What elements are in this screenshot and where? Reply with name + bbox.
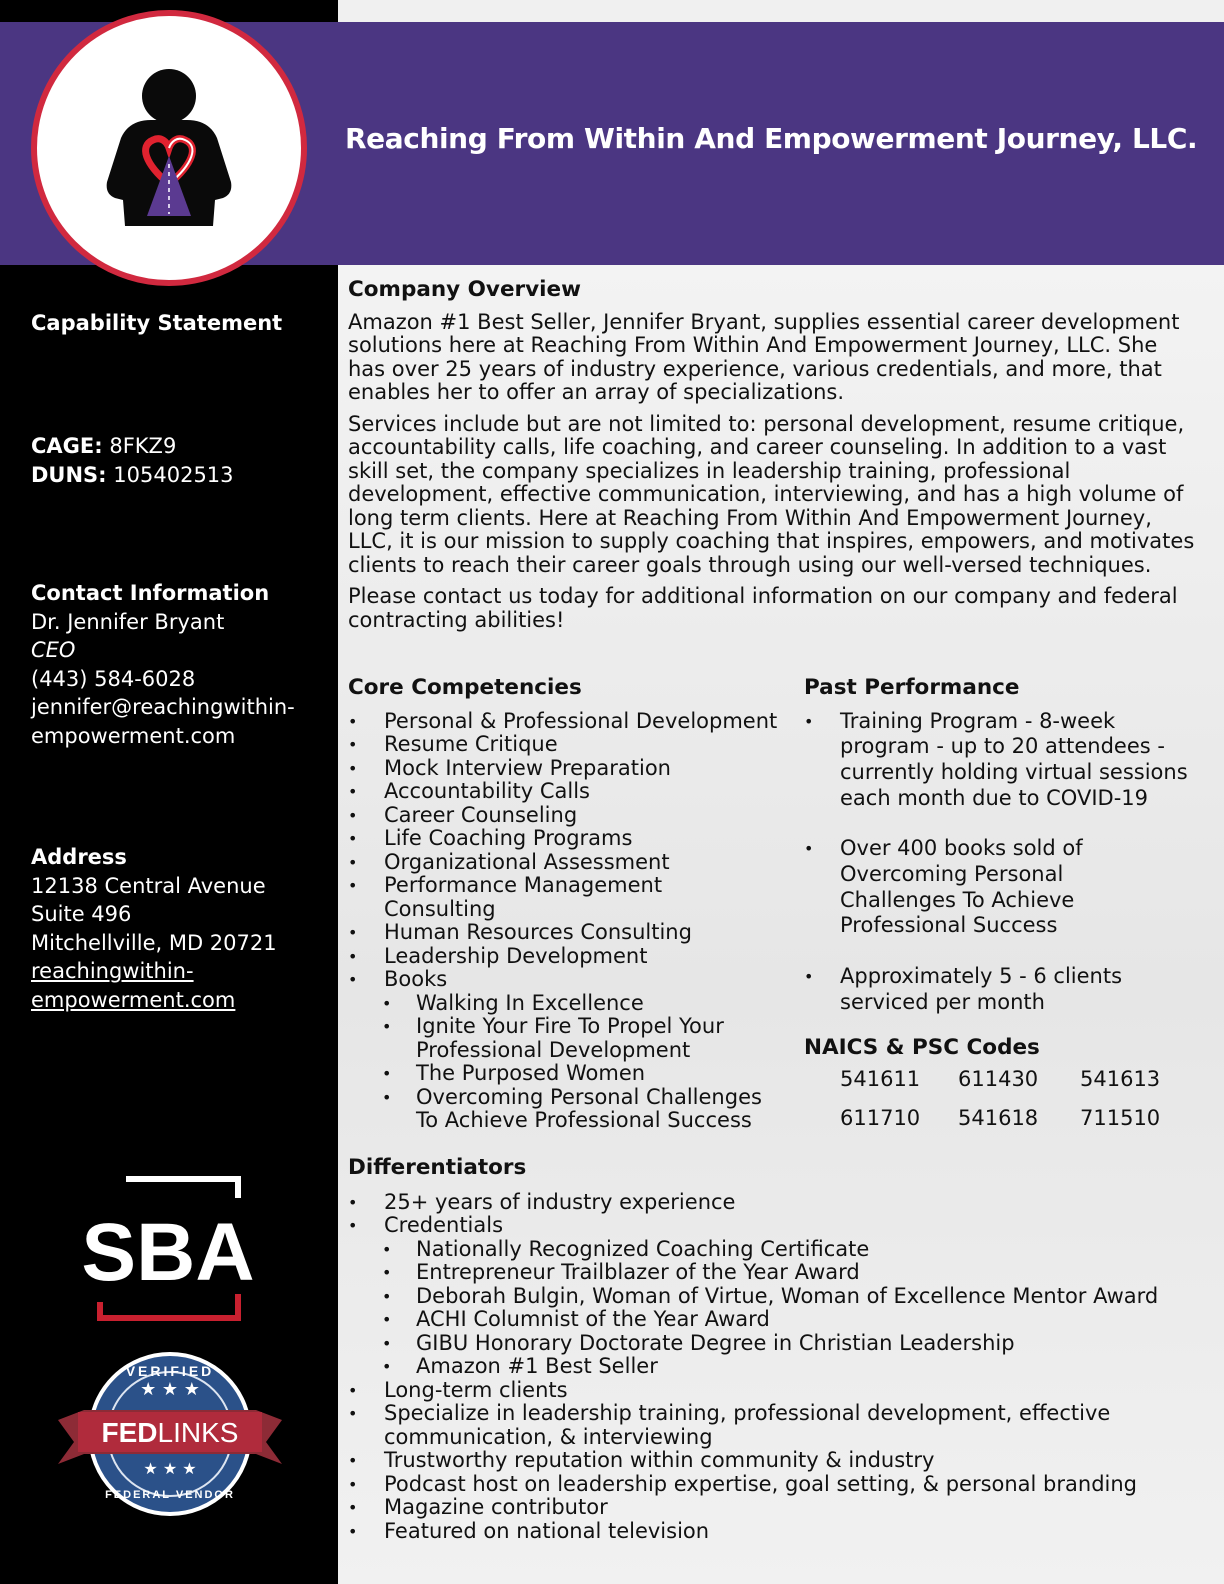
list-item: • Featured on national television (348, 1520, 1208, 1544)
address-block (31, 843, 277, 1014)
credentials-list (382, 1238, 1208, 1379)
company-overview (348, 278, 1198, 632)
company-logo (31, 10, 307, 286)
code-cell: 541618 (958, 1106, 1039, 1130)
fedlinks-bottom-text: FEDERAL VENDOR (105, 1489, 235, 1501)
duns-row (31, 461, 234, 490)
code-cell: 711510 (1080, 1106, 1161, 1130)
svg-text:FEDLINKS (102, 1417, 239, 1448)
list-item: • Magazine contributor (348, 1496, 1208, 1520)
address-line: Mitchellville, MD 20721 (31, 930, 277, 955)
list-item: • Resume Critique (348, 733, 793, 757)
competencies-list (348, 710, 793, 992)
codes-grid (840, 1068, 1204, 1131)
books-list (382, 992, 793, 1133)
credential-item: • Nationally Recognized Coaching Certificate (382, 1238, 1208, 1262)
contact-name: Dr. Jennifer Bryant (31, 609, 225, 634)
overview-paragraph: Amazon #1 Best Seller, Jennifer Bryant, supplies essential career development solutions here at Reaching From Within And Empowerment Journey, LLC. She has over 25 years of industry experience, various credentials, and more, that enables her to offer an array of specializations. (348, 309, 1180, 404)
list-item: • Leadership Development (348, 945, 793, 969)
stars-icon: ★ ★ ★ (143, 1459, 197, 1478)
credential-item: • ACHI Columnist of the Year Award (382, 1308, 1208, 1332)
fedlinks-light: LINKS (157, 1417, 239, 1448)
past-performance-list (804, 709, 1204, 1016)
list-item: • Human Resources Consulting (348, 921, 793, 945)
list-item: • Organizational Assessment (348, 851, 793, 875)
website-link-line1[interactable]: reachingwithin- (31, 959, 194, 983)
contact-title: CEO (31, 638, 76, 662)
website-link-line2[interactable]: empowerment.com (31, 987, 236, 1012)
list-item: • Performance Management Consulting (348, 874, 714, 921)
list-item: • Long-term clients (348, 1379, 1208, 1403)
cage-value: 8FKZ9 (109, 434, 177, 458)
competencies-heading: Core Competencies (348, 675, 582, 700)
list-item: • Podcast host on leadership expertise, goal setting, & personal branding (348, 1473, 1208, 1497)
sba-logo (72, 1176, 264, 1324)
differentiators-list (348, 1191, 1208, 1238)
contact-email-line2[interactable]: empowerment.com (31, 723, 236, 748)
past-performance-heading: Past Performance (804, 675, 1020, 700)
code-cell: 541613 (1080, 1066, 1161, 1091)
past-performance (804, 676, 1204, 1016)
list-item: • Credentials (348, 1214, 1208, 1238)
overview-heading: Company Overview (348, 277, 581, 302)
list-item: • Approximately 5 - 6 clients serviced per month (804, 964, 1150, 1015)
registration-block (31, 432, 234, 489)
top-strip (338, 0, 1224, 22)
cage-row (31, 432, 234, 461)
contact-phone[interactable]: (443) 584-6028 (31, 666, 196, 691)
list-item: • Training Program - 8-week program - up to 20 attendees - currently holding virtual sessions each month due to COVID-19 (804, 709, 1204, 812)
code-cell: 611430 (958, 1066, 1039, 1091)
differentiators (348, 1156, 1208, 1543)
credential-item: • Amazon #1 Best Seller (382, 1355, 1208, 1379)
duns-value: 105402513 (113, 462, 234, 487)
differentiators-list-more (348, 1379, 1208, 1544)
list-item: • Over 400 books sold of Overcoming Personal Challenges To Achieve Professional Success (804, 836, 1110, 939)
list-item: • Personal & Professional Development (348, 710, 793, 734)
person-heart-icon (37, 16, 301, 280)
list-item: • Trustworthy reputation within community & industry (348, 1449, 1208, 1473)
list-item: • Books (348, 968, 793, 992)
capability-title: Capability Statement (31, 311, 283, 335)
contact-email-line1[interactable]: jennifer@reachingwithin- (31, 695, 295, 719)
duns-label: DUNS: (31, 462, 107, 487)
book-item: • Walking In Excellence (382, 992, 793, 1016)
company-title: Reaching From Within And Empowerment Journey, LLC. (345, 122, 1198, 155)
list-item: • Mock Interview Preparation (348, 757, 793, 781)
address-line: 12138 Central Avenue (31, 873, 266, 898)
book-item: • Ignite Your Fire To Propel Your Professional Development (382, 1015, 756, 1062)
book-item: • Overcoming Personal Challenges To Achieve Professional Success (382, 1086, 786, 1133)
list-item: • Specialize in leadership training, professional development, effective communication, & interviewing (348, 1402, 1164, 1449)
address-line: Suite 496 (31, 902, 132, 926)
credential-item: • GIBU Honorary Doctorate Degree in Christian Leadership (382, 1332, 1208, 1356)
credential-item: • Deborah Bulgin, Woman of Virtue, Woman of Excellence Mentor Award (382, 1285, 1208, 1309)
code-cell: 541611 (840, 1066, 921, 1091)
differentiators-heading: Differentiators (348, 1155, 527, 1180)
core-competencies (348, 676, 793, 1133)
overview-paragraph: Please contact us today for additional information on our company and federal contracting abilities! (348, 584, 1178, 632)
list-item: • Accountability Calls (348, 780, 793, 804)
credential-item: • Entrepreneur Trailblazer of the Year Award (382, 1261, 1208, 1285)
fedlinks-top-text: VERIFIED (125, 1363, 215, 1379)
book-item: • The Purposed Women (382, 1062, 793, 1086)
list-item: • 25+ years of industry experience (348, 1191, 1208, 1215)
contact-heading: Contact Information (31, 581, 270, 605)
code-cell: 611710 (840, 1106, 921, 1130)
fedlinks-bold: FED (101, 1417, 158, 1448)
sba-text: SBA (81, 1207, 255, 1298)
list-item: • Life Coaching Programs (348, 827, 793, 851)
cage-label: CAGE: (31, 434, 103, 458)
naics-codes (804, 1036, 1204, 1131)
overview-paragraph: Services include but are not limited to: personal development, resume critique, accountability calls, life coaching, and career counseling. In addition to a vast skill set, the company specializes in leadership training, professional development, effective communication, interviewing, and has a high volume of long term clients. Here at Reaching From Within And Empowerment Journey, LLC, it is our mission to supply coaching that inspires, empowers, and motivates clients to reach their career goals through using our well-versed techniques. (348, 411, 1195, 577)
address-heading: Address (31, 845, 127, 869)
list-item: • Career Counseling (348, 804, 793, 828)
contact-block (31, 579, 295, 750)
naics-heading: NAICS & PSC Codes (804, 1035, 1040, 1060)
stars-icon: ★ ★ ★ (140, 1379, 200, 1400)
fedlinks-badge (58, 1350, 282, 1518)
